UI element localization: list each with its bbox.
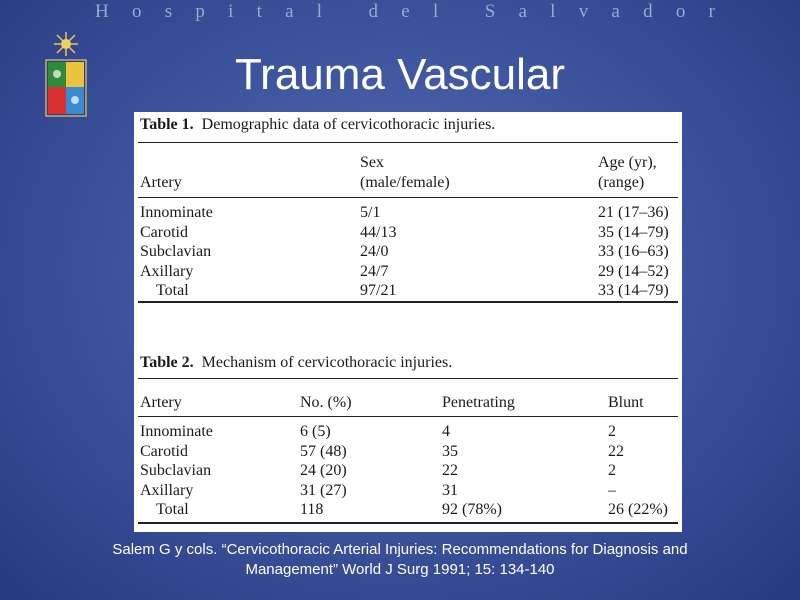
table1-cell-age: 21 (17–36) [598,204,669,221]
banner-letter: i [228,1,234,22]
table2-cell-penetrating: 35 [442,442,458,460]
table1-cell-artery: Carotid [140,223,188,241]
table2-cell-no: 118 [300,501,324,518]
table1-cell-age: 33 (14–79) [598,282,669,299]
table2-cell-artery: Axillary [140,481,194,499]
banner-letter: t [256,1,262,22]
table2-cell-artery: Innominate [140,423,213,440]
table2-cell-penetrating: 31 [442,481,458,499]
table1-cell-sex: 24/0 [360,243,389,260]
banner-letter: r [708,1,715,22]
table2-cell-artery: Subclavian [140,462,212,479]
table2-cell-no: 24 (20) [300,462,347,479]
table2-cell-blunt: 26 (22%) [608,501,668,518]
table1-cell-sex: 5/1 [360,204,381,221]
table2-cell-blunt: 22 [608,442,624,460]
table2-cell-blunt: 2 [608,462,616,479]
banner-letter: d [368,1,379,22]
table1-cell-artery: Axillary [140,262,194,280]
banner-letter: H [95,1,109,22]
banner-letter: a [611,1,620,22]
slide-title: Trauma Vascular [234,50,566,99]
banner-letter: o [675,1,686,22]
banner-letter: o [131,1,142,22]
table2-header-no: No. (%) [300,394,352,411]
table2-cell-penetrating: 22 [442,462,458,479]
table2-cell-no: 57 (48) [300,442,347,460]
university-crest-logo [40,28,92,124]
table1-cell-artery: Subclavian [140,243,212,260]
table2-caption: Table 2. Mechanism of cervicothoracic injuries. [140,354,453,371]
table1-header-sex-sub: (male/female) [360,174,450,191]
table1-cell-artery: Innominate [140,204,213,221]
banner-letter: a [285,1,294,22]
table2-header-artery: Artery [140,394,182,411]
table2-cell-penetrating: 92 (78%) [442,501,502,518]
table1-cell-artery: Total [156,282,189,299]
citation-line-2: Management” World J Surg 1991; 15: 134-140 [245,561,555,578]
citation [40,540,760,580]
table1-header-age: Age (yr), [598,154,657,171]
banner-letter: p [195,1,205,22]
tables-image [134,112,682,532]
table1-header-sex: Sex [360,154,384,171]
table2-cell-blunt: 2 [608,423,616,440]
table2-cell-no: 31 (27) [300,481,347,499]
banner-letter: l [432,1,439,22]
banner-letter: e [401,1,410,22]
table2-header-penetrating: Penetrating [442,394,515,411]
table1-cell-age: 33 (16–63) [598,243,669,260]
hospital-banner [95,2,715,22]
table2-cell-penetrating: 4 [442,423,450,440]
table1-cell-sex: 24/7 [360,262,389,280]
table2-cell-blunt: – [608,481,616,499]
table1-cell-age: 29 (14–52) [598,262,669,280]
citation-line-1: Salem G y cols. “Cervicothoracic Arterial Injuries: Recommendations for Diagnosis and [112,541,688,558]
table2-cell-artery: Carotid [140,442,188,460]
table2-header-blunt: Blunt [608,394,644,411]
banner-letter: s [164,1,173,22]
table1-header-artery: Artery [140,174,182,191]
banner-letter: l [550,1,556,22]
banner-letter: a [518,1,527,22]
banner-letter: S [484,1,496,22]
banner-letter: v [578,1,589,22]
table2-cell-artery: Total [156,501,189,518]
table1-cell-sex: 97/21 [360,282,397,299]
banner-letter: d [643,1,653,22]
table1-header-age-sub: (range) [598,174,645,191]
table1-caption: Table 1. Demographic data of cervicothoracic injuries. [140,116,496,133]
table2-cell-no: 6 (5) [300,423,331,440]
banner-letter: l [316,1,323,22]
table1-cell-age: 35 (14–79) [598,223,669,241]
table1-cell-sex: 44/13 [360,223,397,241]
